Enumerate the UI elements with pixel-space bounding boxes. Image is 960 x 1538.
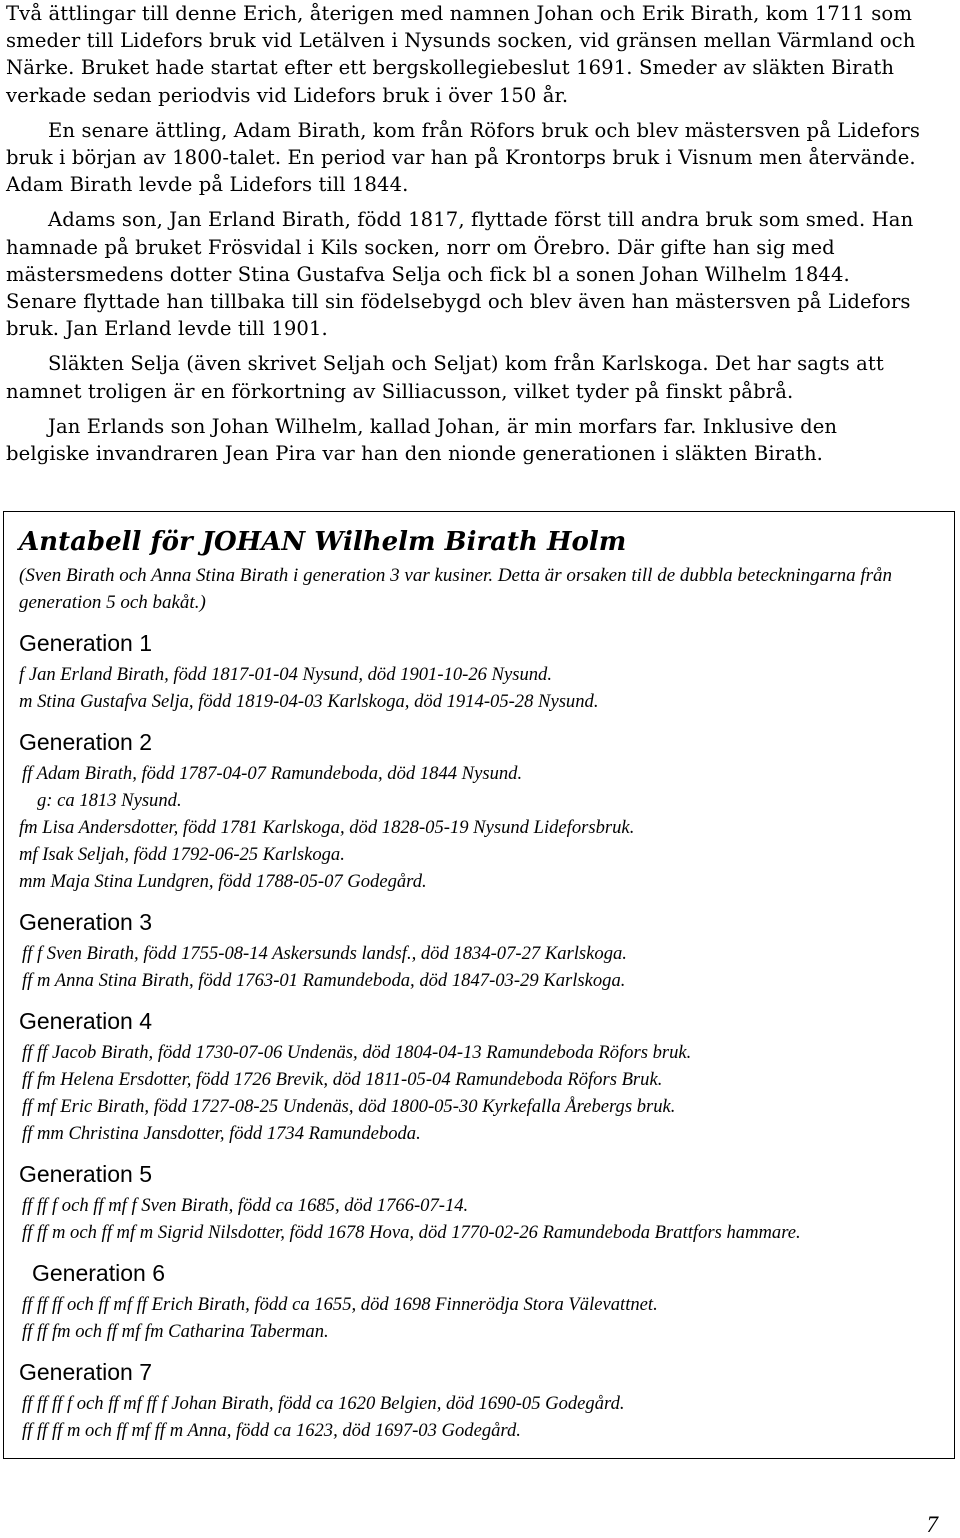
- ancestor-entry: f Jan Erland Birath, född 1817-01-04 Nysund, död 1901-10-26 Nysund.: [19, 664, 552, 685]
- ancestor-entry: ff ff Jacob Birath, född 1730-07-06 Undenäs, död 1804-04-13 Ramundeboda Röfors bruk.: [22, 1042, 692, 1063]
- box-title: Antabell för JOHAN Wilhelm Birath Holm: [19, 527, 627, 557]
- ancestor-entry: ff mf Eric Birath, född 1727-08-25 Undenäs, död 1800-05-30 Kyrkefalla Årebergs bruk.: [22, 1096, 676, 1117]
- generation-heading: Generation 1: [19, 630, 152, 656]
- generation-heading: Generation 6: [32, 1260, 165, 1286]
- paragraph: En senare ättling, Adam Birath, kom från Röfors bruk och blev mästersven på Lidefors bruk i början av 1800-talet. En period var han på Krontorps bruk i Visnum men återvände. Adam Birath levde på Lidefors till 1844.: [6, 118, 920, 197]
- ancestor-entry: ff mm Christina Jansdotter, född 1734 Ramundeboda.: [22, 1123, 421, 1144]
- ancestor-entry: ff m Anna Stina Birath, född 1763-01 Ramundeboda, död 1847-03-29 Karlskoga.: [22, 970, 626, 991]
- paragraph: Släkten Selja (även skrivet Seljah och Seljat) kom från Karlskoga. Det har sagts att namnet troligen är en förkortning av Silliacusson, vilket tyder på finskt påbrå.: [6, 352, 884, 403]
- ancestor-table-box: [3, 511, 955, 1459]
- ancestor-entry: ff ff ff och ff mf ff Erich Birath, född ca 1655, död 1698 Finnerödja Stora Välevattnet.: [22, 1294, 658, 1315]
- box-note: (Sven Birath och Anna Stina Birath i generation 3 var kusiner. Detta är orsaken till de dubbla beteckningarna från generation 5 och bakåt.): [19, 565, 893, 613]
- generation-heading: Generation 5: [19, 1161, 152, 1187]
- ancestor-entry: ff ff ff f och ff mf ff f Johan Birath, född ca 1620 Belgien, död 1690-05 Godegård.: [22, 1393, 625, 1414]
- paragraph: Två ättlingar till denne Erich, återigen med namnen Johan och Erik Birath, kom 1711 som smeder till Lidefors bruk vid Letälven i Nysunds socken, vid gränsen mellan Värmland och Närke. Bruket hade startat efter ett bergskollegiebeslut 1691. Smeder av släkten Birath verkade sedan periodvis vid Lidefors bruk i över 150 år.: [6, 2, 916, 107]
- ancestor-entry: ff ff ff m och ff mf ff m Anna, född ca 1623, död 1697-03 Godegård.: [22, 1420, 521, 1441]
- ancestor-entry: m Stina Gustafva Selja, född 1819-04-03 Karlskoga, död 1914-05-28 Nysund.: [19, 691, 599, 712]
- ancestor-entry: ff ff m och ff mf m Sigrid Nilsdotter, född 1678 Hova, död 1770-02-26 Ramundeboda Brattfors hammare.: [22, 1222, 801, 1243]
- ancestor-entry: fm Lisa Andersdotter, född 1781 Karlskoga, död 1828-05-19 Nysund Lideforsbruk.: [19, 817, 635, 838]
- ancestor-entry: mm Maja Stina Lundgren, född 1788-05-07 Godegård.: [19, 871, 427, 892]
- page-number: 7: [926, 1512, 938, 1537]
- paragraph: Jan Erlands son Johan Wilhelm, kallad Johan, är min morfars far. Inklusive den belgiske invandraren Jean Pira var han den nionde generationen i släkten Birath.: [6, 414, 838, 466]
- ancestor-entry: mf Isak Seljah, född 1792-06-25 Karlskoga.: [19, 844, 345, 865]
- generation-heading: Generation 3: [19, 909, 152, 935]
- generation-heading: Generation 2: [19, 729, 152, 755]
- generation-heading: Generation 7: [19, 1359, 152, 1385]
- ancestor-entry: g: ca 1813 Nysund.: [37, 790, 182, 811]
- ancestor-entry: ff ff f och ff mf f Sven Birath, född ca 1685, död 1766-07-14.: [22, 1195, 469, 1216]
- ancestor-entry: ff fm Helena Ersdotter, född 1726 Brevik, död 1811-05-04 Ramundeboda Röfors Bruk.: [22, 1069, 663, 1090]
- ancestor-entry: ff Adam Birath, född 1787-04-07 Ramundeboda, död 1844 Nysund.: [22, 763, 523, 784]
- body-text: [6, 0, 926, 475]
- ancestor-entry: ff f Sven Birath, född 1755-08-14 Askersunds landsf., död 1834-07-27 Karlskoga.: [22, 943, 627, 964]
- paragraph: Adams son, Jan Erland Birath, född 1817, flyttade först till andra bruk som smed. Han hamnade på bruket Frösvidal i Kils socken, norr om Örebro. Där gifte han sig med mästersmedens dotter Stina Gustafva Selja och fick bl a sonen Johan Wilhelm 1844. Senare flyttade han tillbaka till sin födelsebygd och blev även han mästersven på Lidefors bruk. Jan Erland levde till 1901.: [6, 208, 914, 341]
- generation-heading: Generation 4: [19, 1008, 152, 1034]
- ancestor-entry: ff ff fm och ff mf fm Catharina Taberman.: [22, 1321, 329, 1342]
